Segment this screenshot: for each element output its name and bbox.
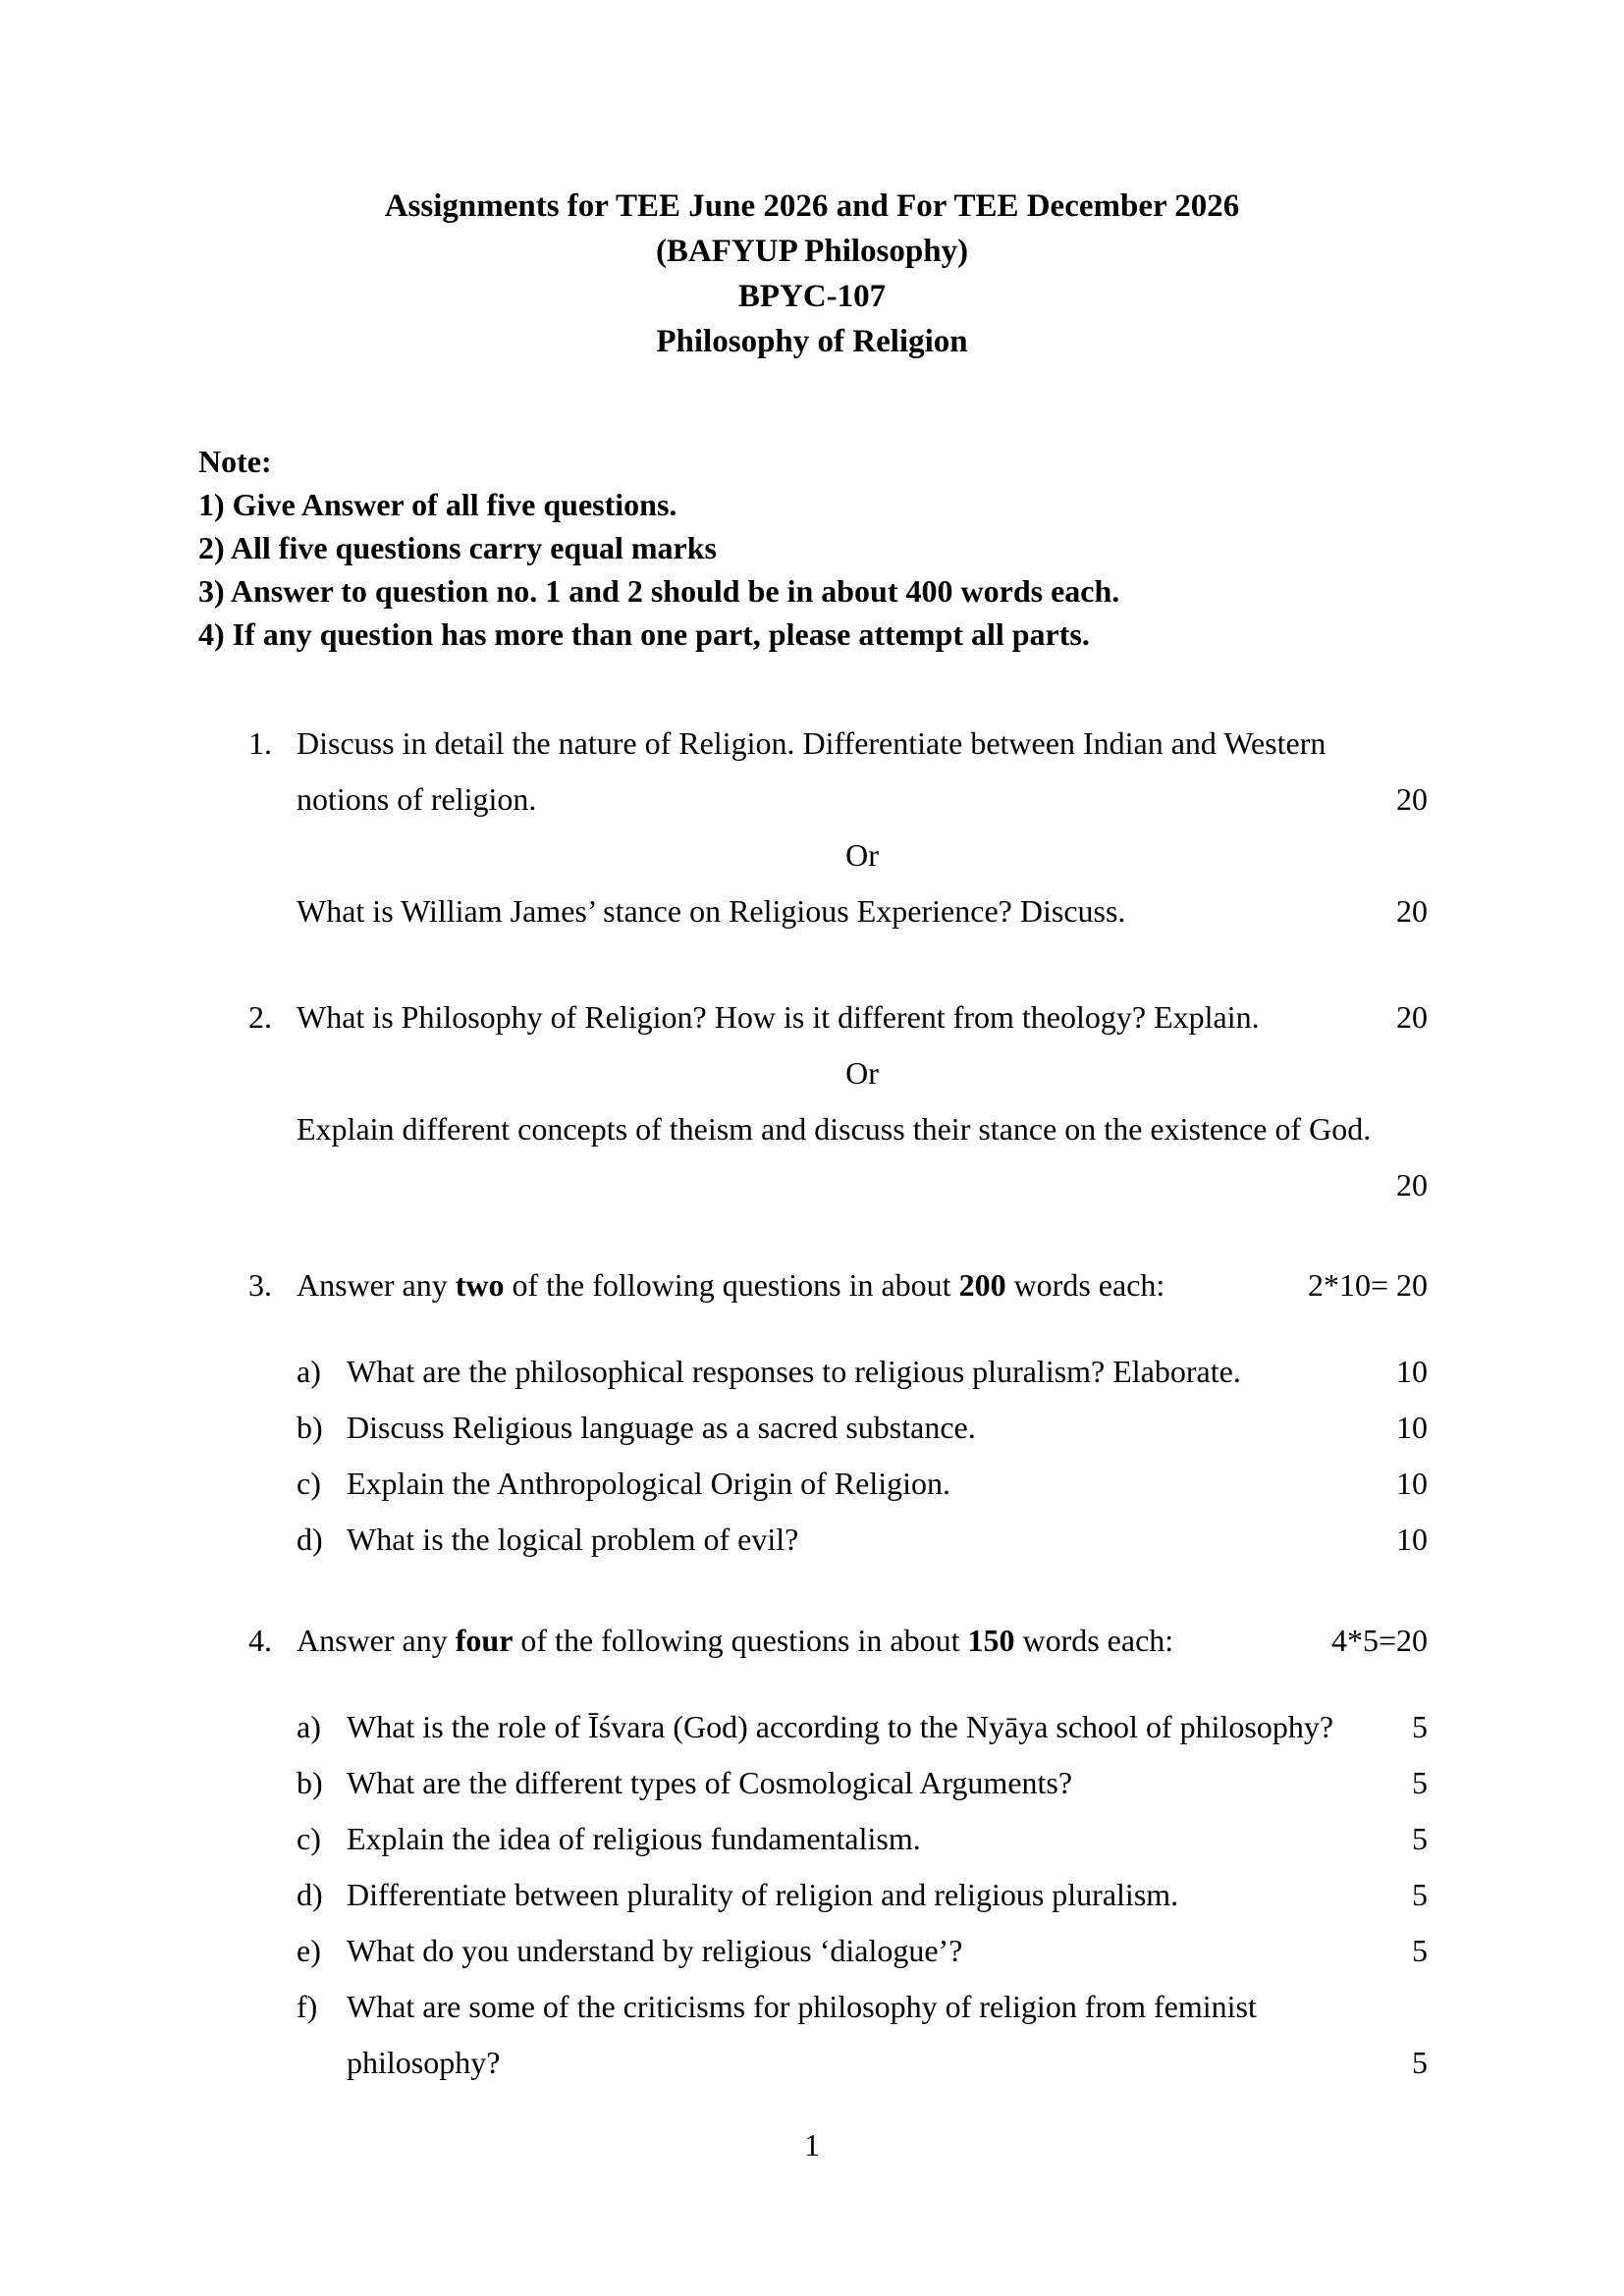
question-number: 4. [248, 1623, 272, 1658]
note-item: 4) If any question has more than one part, please attempt all parts. [198, 616, 1090, 652]
question-text-line [297, 1257, 1300, 1313]
question-text-bold: 150 [967, 1623, 1015, 1658]
marks-value: 20 [1396, 1167, 1428, 1202]
question-4 [248, 1613, 1428, 2091]
course-title: Philosophy of Religion [656, 324, 968, 359]
program-subtitle: (BAFYUP Philosophy) [655, 234, 969, 269]
sub-question-letter: c) [297, 1466, 321, 1501]
sub-question-letter: d) [297, 1877, 323, 1912]
or-separator: Or [845, 837, 879, 873]
note-item: 2) All five questions carry equal marks [198, 530, 717, 565]
sub-question-letter: a) [297, 1354, 321, 1389]
note-section [198, 440, 1428, 656]
question-text-line: What do you understand by religious ‘dialogue’? [347, 1933, 963, 1968]
question-text-line: philosophy? [347, 2045, 501, 2080]
note-item: 3) Answer to question no. 1 and 2 should be in about 400 words each. [198, 573, 1120, 609]
or-separator: Or [845, 1055, 879, 1091]
question-text-bold: four [455, 1623, 514, 1658]
sub-question-letter: c) [297, 1821, 321, 1856]
question-text-line: Discuss Religious language as a sacred substance. [347, 1410, 976, 1445]
marks-value: 10 [1396, 1410, 1428, 1445]
question-text-line: Explain the Anthropological Origin of Religion. [347, 1466, 951, 1501]
sub-question-4f [297, 1979, 1428, 2091]
question-text-line: What is the logical problem of evil? [347, 1522, 799, 1557]
note-heading: Note: [198, 444, 272, 479]
sub-question-letter: e) [297, 1933, 321, 1968]
question-text-line: What are the philosophical responses to religious pluralism? Elaborate. [347, 1354, 1241, 1389]
marks-value: 5 [1412, 1709, 1428, 1744]
question-text-bold: 200 [958, 1267, 1006, 1303]
sub-question-3b [297, 1400, 1428, 1456]
marks-value: 20 [1396, 781, 1428, 817]
marks-value: 5 [1412, 1877, 1428, 1912]
question-text-line: What is the role of Īśvara (God) according to the Nyāya school of philosophy? [347, 1709, 1334, 1744]
assignment-title: Assignments for TEE June 2026 and For TEE December 2026 [384, 188, 1240, 224]
sub-question-letter: b) [297, 1765, 323, 1800]
question-text-part: of the following questions in about [513, 1623, 968, 1658]
sub-question-4b [297, 1755, 1428, 1811]
question-text-bold: two [455, 1267, 505, 1303]
sub-question-3c [297, 1456, 1428, 1512]
sub-question-4a [297, 1699, 1428, 1755]
question-text-part: of the following questions in about [504, 1267, 959, 1303]
question-text-line: Differentiate between plurality of religion and religious pluralism. [347, 1877, 1179, 1912]
question-text-line: What is Philosophy of Religion? How is it different from theology? Explain. [297, 999, 1260, 1035]
marks-value: 10 [1396, 1466, 1428, 1501]
marks-value: 2*10= 20 [1307, 1267, 1428, 1303]
marks-value: 10 [1396, 1522, 1428, 1557]
sub-question-4d [297, 1867, 1428, 1923]
question-number: 1. [248, 725, 272, 761]
marks-value: 5 [1412, 1933, 1428, 1968]
question-1 [248, 716, 1428, 939]
course-code: BPYC-107 [737, 279, 887, 314]
question-text-line: What are some of the criticisms for philosophy of religion from feminist [347, 1989, 1257, 2024]
sub-question-4e [297, 1923, 1428, 1979]
question-text-line: Explain different concepts of theism and discuss their stance on the existence of God. [297, 1111, 1372, 1147]
sub-question-3a [297, 1344, 1428, 1400]
question-text-part: words each: [1005, 1267, 1165, 1303]
sub-question-4c [297, 1811, 1428, 1867]
question-text-line: notions of religion. [297, 781, 537, 817]
question-text-line: Explain the idea of religious fundamentalism. [347, 1821, 921, 1856]
question-text-line: What are the different types of Cosmological Arguments? [347, 1765, 1073, 1800]
sub-question-letter: a) [297, 1709, 321, 1744]
marks-value: 5 [1412, 2045, 1428, 2080]
question-number: 2. [248, 999, 272, 1035]
question-text-line [297, 1613, 1324, 1669]
sub-question-letter: f) [297, 1989, 318, 2024]
sub-question-letter: d) [297, 1522, 323, 1557]
note-item: 1) Give Answer of all five questions. [198, 487, 677, 522]
question-number: 3. [248, 1267, 272, 1303]
question-text-line: Discuss in detail the nature of Religion. Differentiate between Indian and Western [297, 725, 1326, 761]
marks-value: 4*5=20 [1330, 1623, 1428, 1658]
marks-value: 5 [1412, 1821, 1428, 1856]
marks-value: 20 [1396, 999, 1428, 1035]
sub-question-3d [297, 1512, 1428, 1568]
sub-question-letter: b) [297, 1410, 323, 1445]
question-text-line: What is William James’ stance on Religious Experience? Discuss. [297, 893, 1126, 929]
question-2 [248, 989, 1428, 1213]
page-number: 1 [804, 2127, 820, 2163]
marks-value: 20 [1396, 893, 1428, 929]
question-text-part: Answer any [297, 1267, 456, 1303]
document-header [0, 0, 1624, 364]
question-text-part: Answer any [297, 1623, 456, 1658]
question-3 [248, 1257, 1428, 1568]
page-footer [0, 2117, 1624, 2173]
marks-value: 10 [1396, 1354, 1428, 1389]
question-text-part: words each: [1014, 1623, 1174, 1658]
marks-value: 5 [1412, 1765, 1428, 1800]
